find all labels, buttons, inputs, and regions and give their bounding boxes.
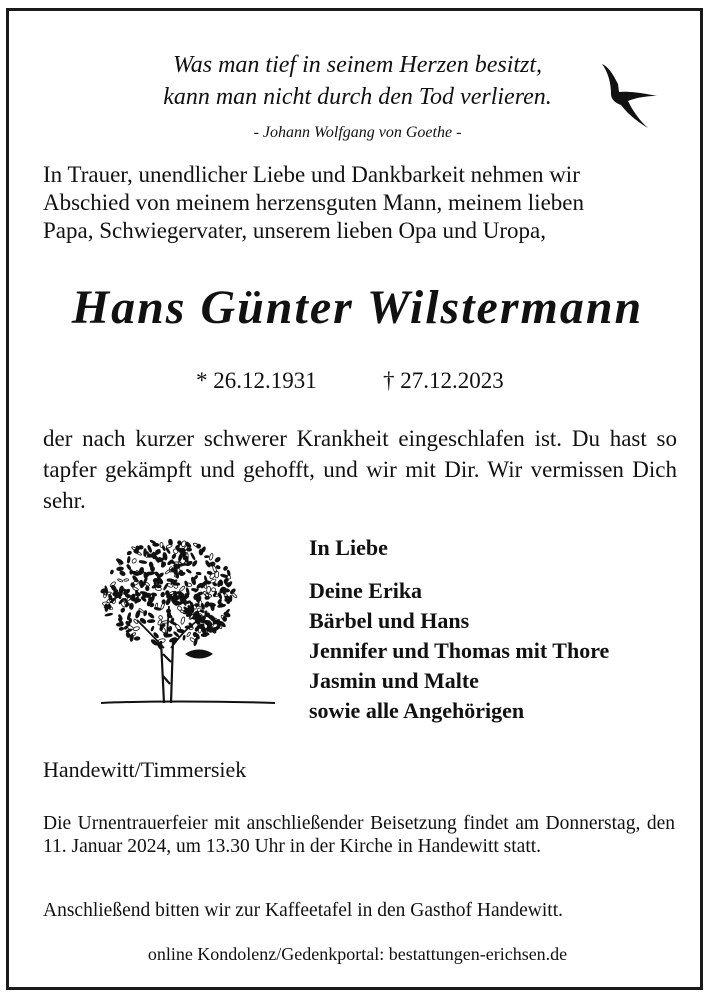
tree-leaf	[143, 610, 147, 616]
coffee-invitation: Anschließend bitten wir zur Kaffeetafel in den Gasthof Handewitt.	[43, 900, 564, 921]
tree-leaf	[192, 560, 198, 567]
tree-leaf	[132, 575, 139, 583]
tree-leaf	[110, 570, 114, 575]
tree-leaf	[186, 569, 192, 574]
tree-leaf	[156, 585, 161, 588]
tree-leaf	[126, 564, 131, 570]
tree-leaf	[154, 548, 161, 555]
farewell-message: der nach kurzer schwerer Krankheit eingeschlafen ist. Du hast so tapfer gekämpft und gehofft, und wir mit Dir. Wir vermissen Dich sehr.	[43, 426, 677, 513]
tree-leaf	[209, 562, 215, 567]
tree-leaf	[149, 603, 154, 608]
tree-trunk	[161, 641, 173, 703]
tree-leaf	[127, 556, 130, 563]
mourner-name: sowie alle Angehörigen	[309, 698, 525, 723]
tree-leaf	[166, 548, 171, 554]
tree-leaf	[206, 586, 210, 593]
tree-leaf	[135, 610, 141, 619]
tree-leaf	[139, 560, 147, 564]
tree-leaf	[171, 553, 176, 559]
tree-leaf	[229, 588, 236, 594]
tree-leaf	[158, 615, 163, 620]
swallow-icon	[599, 56, 663, 130]
tree-leaf	[199, 549, 203, 555]
tree-leaf	[214, 557, 221, 563]
tree-leaf	[149, 562, 154, 569]
tree-leaf	[204, 555, 208, 557]
tree-leaf	[160, 592, 165, 597]
mourner-name: Bärbel und Hans	[309, 608, 470, 633]
tree-leaf	[119, 627, 124, 631]
mourners-list	[309, 576, 609, 726]
tree-leaf	[179, 586, 185, 592]
quote-line-1: Was man tief in seinem Herzen besitzt,	[172, 52, 543, 78]
intro-line-1: In Trauer, unendlicher Liebe und Dankbarkeit nehmen wir	[43, 162, 580, 187]
tree-leaf	[124, 625, 129, 630]
tree-leaf	[116, 558, 124, 565]
tree-crown	[100, 539, 237, 650]
intro-line-3: Papa, Schwiegervater, unserem lieben Opa und Uropa,	[43, 218, 546, 243]
tree-leaf	[218, 592, 223, 599]
tree-leaf	[180, 616, 185, 624]
tree-leaf	[130, 570, 133, 575]
tree-icon	[93, 536, 283, 711]
tree-leaf	[129, 603, 133, 610]
mourner-name: Jennifer und Thomas mit Thore	[309, 638, 610, 663]
tree-leaf	[147, 612, 154, 619]
tree-leaf	[167, 559, 174, 565]
quote-author: - Johann Wolfgang von Goethe -	[253, 124, 462, 141]
tree-leaf	[200, 609, 205, 613]
tree-leaf	[120, 607, 125, 613]
tree-leaf	[185, 541, 192, 548]
tree-leaf	[183, 635, 186, 640]
tree-leaf	[119, 570, 126, 576]
tree-leaf	[211, 587, 216, 592]
tree-leaf	[160, 602, 165, 609]
tree-leaf	[117, 567, 124, 571]
quote-line-2: kann man nicht durch den Tod verlieren.	[163, 84, 552, 110]
tree-leaf	[190, 552, 195, 560]
tree-leaf	[131, 558, 137, 564]
death-date: † 27.12.2023	[383, 368, 504, 393]
tree-leaf	[133, 626, 140, 631]
tree-leaf	[209, 553, 214, 560]
tree-leaf	[160, 627, 163, 631]
mourner-name: Jasmin und Malte	[309, 668, 479, 693]
tree-leaf	[186, 632, 191, 637]
mourner-name: Deine Erika	[309, 578, 423, 603]
place: Handewitt/Timmersiek	[43, 757, 247, 782]
tree-leaf	[147, 619, 155, 622]
tree-leaf	[135, 546, 139, 551]
tree-leaf	[124, 578, 129, 581]
ground-line	[101, 702, 275, 704]
obituary-frame	[6, 8, 703, 990]
tree-leaf	[168, 539, 173, 545]
tree-leaf	[215, 624, 221, 631]
tree-leaf	[105, 613, 113, 617]
tree-leaf	[140, 591, 147, 595]
tree-leaf	[110, 584, 117, 591]
birth-date: * 26.12.1931	[196, 368, 317, 393]
tree-leaf	[125, 594, 131, 598]
tree-leaf	[210, 603, 214, 611]
tree-leaf	[169, 594, 173, 598]
tree-leaf	[203, 633, 209, 636]
tree-leaf	[230, 595, 232, 601]
online-condolence: online Kondolenz/Gedenkportal: bestattungen-erichsen.de	[147, 944, 568, 964]
tree-leaf	[220, 574, 228, 579]
deceased-name: Hans Günter Wilstermann	[71, 281, 644, 334]
tree-leaf	[223, 587, 226, 594]
tree-leaf	[151, 626, 155, 631]
tree-leaf	[162, 545, 166, 550]
tree-leaf	[127, 550, 132, 555]
funeral-details: Die Urnentrauerfeier mit anschließender Beisetzung findet am Donnerstag, den 11. Januar 2024, um 13.30 Uhr in der Kirche in Handewitt statt.	[43, 813, 675, 857]
leaf	[185, 650, 213, 659]
tree-leaf	[117, 578, 123, 582]
tree-leaf	[134, 637, 140, 641]
tree-leaf	[223, 616, 227, 621]
tree-leaf	[126, 632, 131, 638]
intro-line-2: Abschied von meinem herzensguten Mann, meinem lieben	[43, 190, 584, 215]
tree-leaf	[185, 556, 188, 562]
tree-leaf	[195, 603, 200, 606]
tree-leaf	[201, 603, 205, 610]
tree-leaf	[153, 543, 159, 547]
intro-text	[43, 161, 677, 245]
tree-leaf	[146, 586, 150, 591]
tree-leaf	[104, 606, 111, 608]
in-love-heading: In Liebe	[309, 535, 388, 560]
tree-leaf	[196, 572, 201, 575]
